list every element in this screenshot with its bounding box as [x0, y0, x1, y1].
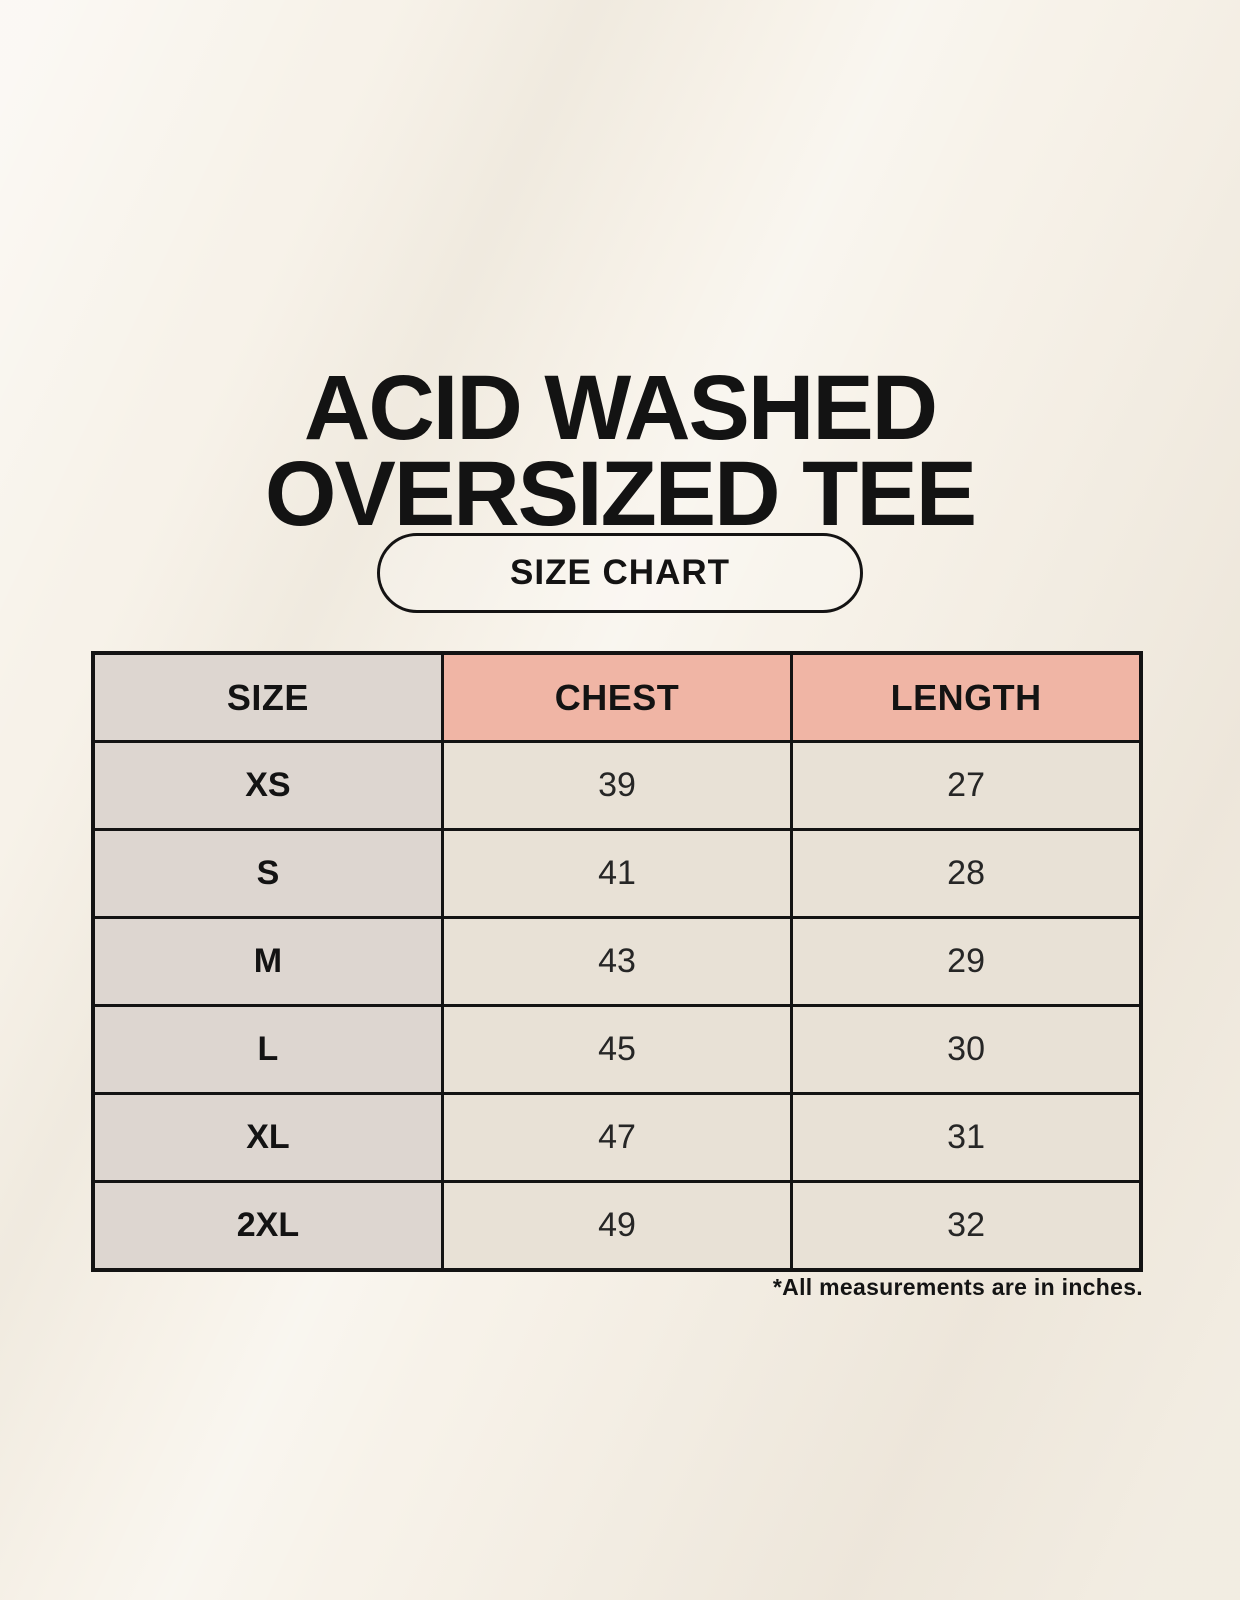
length-cell: 29 [792, 918, 1141, 1006]
table-row [93, 1006, 1141, 1094]
chest-cell: 41 [442, 830, 791, 918]
header-cell-size: SIZE [93, 653, 442, 742]
product-title [0, 356, 1240, 545]
size-cell: M [93, 918, 442, 1006]
product-title-line-2: OVERSIZED TEE [264, 442, 976, 545]
length-cell: 27 [792, 742, 1141, 830]
table-row [93, 918, 1141, 1006]
size-chart-button-label: SIZE CHART [510, 553, 730, 592]
length-cell: 28 [792, 830, 1141, 918]
chest-cell: 39 [442, 742, 791, 830]
chest-cell: 47 [442, 1094, 791, 1182]
size-cell: XS [93, 742, 442, 830]
product-title-line-1: ACID WASHED [303, 356, 937, 459]
length-cell: 31 [792, 1094, 1141, 1182]
header-cell-length: LENGTH [792, 653, 1141, 742]
size-chart-table [91, 651, 1143, 1272]
header-cell-chest: CHEST [442, 653, 791, 742]
chest-cell: 45 [442, 1006, 791, 1094]
table-header-row [93, 653, 1141, 742]
size-chart-button[interactable] [377, 533, 863, 613]
chest-cell: 43 [442, 918, 791, 1006]
length-cell: 32 [792, 1182, 1141, 1271]
size-cell: XL [93, 1094, 442, 1182]
table-row [93, 742, 1141, 830]
chest-cell: 49 [442, 1182, 791, 1271]
length-cell: 30 [792, 1006, 1141, 1094]
size-cell: S [93, 830, 442, 918]
table-row [93, 830, 1141, 918]
table-row [93, 1182, 1141, 1271]
size-cell: L [93, 1006, 442, 1094]
size-cell: 2XL [93, 1182, 442, 1271]
table-row [93, 1094, 1141, 1182]
measurements-note: *All measurements are in inches. [772, 1274, 1143, 1300]
